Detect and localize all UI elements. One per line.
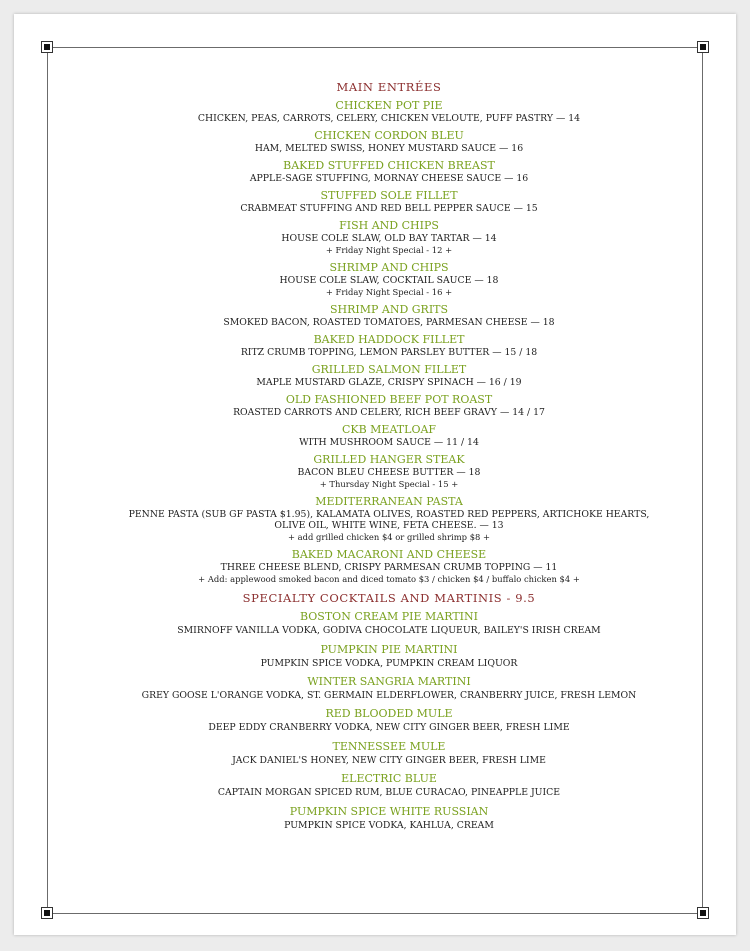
- item-description: HOUSE COLE SLAW, COCKTAIL SAUCE — 18: [279, 274, 499, 286]
- item-special-note: + add grilled chicken $4 or grilled shrimp $8 +: [287, 532, 491, 543]
- item-description: CHICKEN, PEAS, CARROTS, CELERY, CHICKEN VELOUTE, PUFF PASTRY — 14: [197, 113, 581, 124]
- item-name: CHICKEN POT PIE: [335, 99, 443, 112]
- item-description: THREE CHEESE BLEND, CRISPY PARMESAN CRUMB TOPPING — 11: [220, 562, 558, 574]
- item-description: SMIRNOFF VANILLA VODKA, GODIVA CHOCOLATE LIQUEUR, BAILEY'S IRISH CREAM: [177, 625, 601, 637]
- menu-item: [74, 158, 704, 185]
- item-description: DEEP EDDY CRANBERRY VODKA, NEW CITY GINGER BEER, FRESH LIME: [208, 722, 570, 734]
- item-name: SHRIMP AND GRITS: [329, 302, 449, 316]
- item-name: STUFFED SOLE FILLET: [320, 189, 458, 203]
- frame-bottom-line: [47, 913, 703, 914]
- item-description: BACON BLEU CHEESE BUTTER — 18: [297, 467, 481, 479]
- item-name: CHICKEN CORDON BLEU: [314, 129, 464, 143]
- corner-handle-bottom-right[interactable]: [697, 907, 709, 919]
- item-special-note: + Friday Night Special - 12 +: [325, 245, 453, 256]
- menu-item: [74, 804, 704, 832]
- item-name: OLD FASHIONED BEEF POT ROAST: [285, 392, 493, 406]
- menu-item: [74, 260, 704, 298]
- item-description: ROASTED CARROTS AND CELERY, RICH BEEF GRAVY — 14 / 17: [233, 406, 545, 418]
- item-name: PUMPKIN PIE MARTINI: [320, 642, 458, 656]
- menu-item: [74, 494, 704, 544]
- item-special-note: + Friday Night Special - 16 +: [325, 286, 453, 297]
- item-description: GREY GOOSE L'ORANGE VODKA, ST. GERMAIN ELDERFLOWER, CRANBERRY JUICE, FRESH LEMON: [141, 690, 637, 702]
- item-description: MAPLE MUSTARD GLAZE, CRISPY SPINACH — 16 / 19: [256, 376, 522, 388]
- item-description: HAM, MELTED SWISS, HONEY MUSTARD SAUCE — 16: [254, 143, 524, 155]
- menu-item: [74, 452, 704, 490]
- menu-item: [74, 188, 704, 215]
- menu-item: [74, 674, 704, 702]
- menu-item: [74, 392, 704, 419]
- item-name: TENNESSEE MULE: [332, 739, 446, 753]
- item-name: PUMPKIN SPICE WHITE RUSSIAN: [289, 804, 489, 818]
- menu-item: [74, 218, 704, 256]
- item-description: APPLE-SAGE STUFFING, MORNAY CHEESE SAUCE — 16: [249, 173, 529, 185]
- item-description: SMOKED BACON, ROASTED TOMATOES, PARMESAN CHEESE — 18: [223, 316, 555, 328]
- menu-item: [74, 362, 704, 389]
- entrees-list: [74, 98, 704, 585]
- item-description: CAPTAIN MORGAN SPICED RUM, BLUE CURACAO, PINEAPPLE JUICE: [217, 787, 561, 799]
- frame-left-line: [47, 47, 48, 914]
- section-title-cocktails: SPECIALTY COCKTAILS AND MARTINIS - 9.5: [242, 591, 536, 606]
- item-name: RED BLOODED MULE: [325, 707, 453, 721]
- item-name: GRILLED HANGER STEAK: [313, 453, 465, 467]
- corner-handle-top-right[interactable]: [697, 41, 709, 53]
- item-special-note: + Add: applewood smoked bacon and diced tomato $3 / chicken $4 / buffalo chicken $4 +: [198, 573, 580, 584]
- item-name: BAKED STUFFED CHICKEN BREAST: [283, 159, 495, 173]
- item-name: GRILLED SALMON FILLET: [311, 362, 467, 376]
- section-title-main-entrees: MAIN ENTRÉES: [336, 80, 442, 94]
- menu-item: [74, 547, 704, 585]
- item-name: MEDITERRANEAN PASTA: [315, 494, 463, 508]
- menu-item: [74, 422, 704, 449]
- item-name: CKB MEATLOAF: [341, 422, 437, 436]
- corner-handle-top-left[interactable]: [41, 41, 53, 53]
- menu-item: [74, 739, 704, 767]
- item-description: PUMPKIN SPICE VODKA, PUMPKIN CREAM LIQUOR: [260, 657, 518, 669]
- item-name: BAKED MACARONI AND CHEESE: [291, 548, 487, 562]
- item-description: PENNE PASTA (SUB GF PASTA $1.95), KALAMATA OLIVES, ROASTED RED PEPPERS, ARTICHOKE HEARTS,: [128, 508, 650, 520]
- menu-item: [74, 128, 704, 155]
- menu-item: [74, 771, 704, 799]
- cocktails-list: [74, 609, 704, 831]
- menu-item: [74, 332, 704, 359]
- item-name: FISH AND CHIPS: [339, 219, 439, 233]
- item-name: ELECTRIC BLUE: [341, 772, 437, 786]
- item-description: PUMPKIN SPICE VODKA, KAHLUA, CREAM: [284, 819, 494, 831]
- item-special-note: + Thursday Night Special - 15 +: [319, 478, 459, 489]
- item-name: BAKED HADDOCK FILLET: [313, 332, 465, 346]
- menu-item: [74, 98, 704, 125]
- menu-item: [74, 642, 704, 670]
- item-description: WITH MUSHROOM SAUCE — 11 / 14: [299, 436, 479, 448]
- item-description: CRABMEAT STUFFING AND RED BELL PEPPER SAUCE — 15: [240, 203, 538, 215]
- item-name: SHRIMP AND CHIPS: [329, 260, 449, 274]
- menu-item: [74, 609, 704, 637]
- item-description: JACK DANIEL'S HONEY, NEW CITY GINGER BEER, FRESH LIME: [232, 754, 546, 766]
- item-name: WINTER SANGRIA MARTINI: [307, 675, 471, 689]
- menu-item: [74, 706, 704, 734]
- menu-item: [74, 302, 704, 329]
- menu-page: [14, 14, 736, 935]
- item-name: BOSTON CREAM PIE MARTINI: [300, 610, 478, 624]
- frame-top-line: [47, 47, 703, 48]
- item-description: HOUSE COLE SLAW, OLD BAY TARTAR — 14: [281, 233, 497, 245]
- item-description-continued: OLIVE OIL, WHITE WINE, FETA CHEESE. — 13: [274, 520, 504, 532]
- menu-content: [74, 77, 704, 836]
- item-description: RITZ CRUMB TOPPING, LEMON PARSLEY BUTTER — 15 / 18: [240, 346, 538, 358]
- corner-handle-bottom-left[interactable]: [41, 907, 53, 919]
